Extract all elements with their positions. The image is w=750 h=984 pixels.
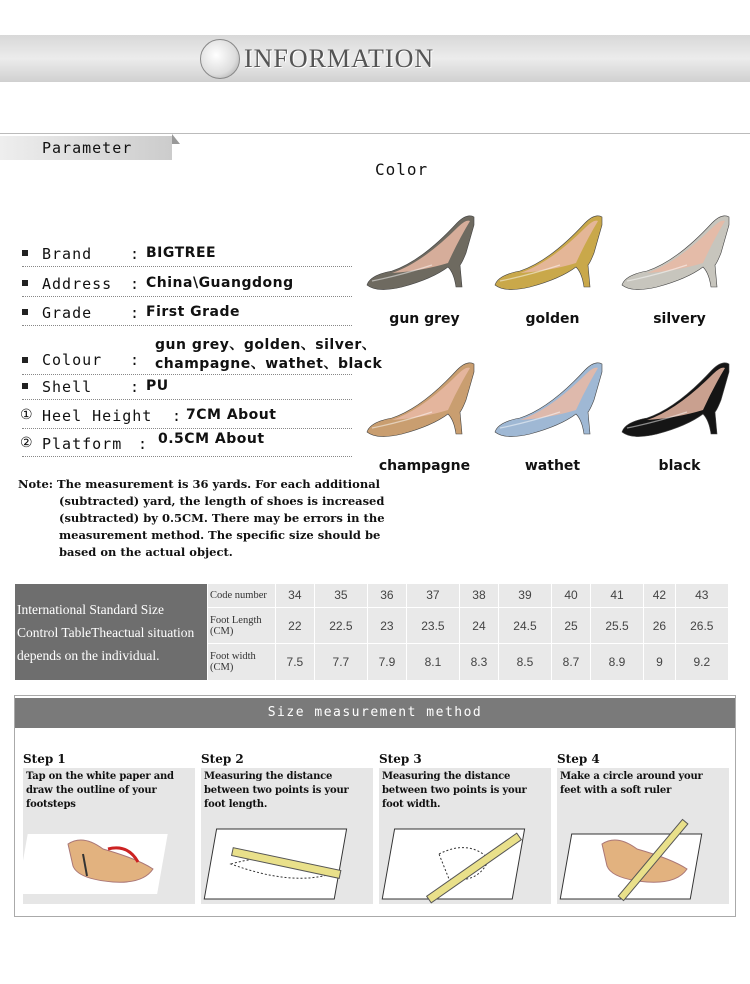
bullet-icon: [22, 250, 28, 256]
note-line: (subtracted) yard, the length of shoes is increased: [59, 494, 385, 508]
table-cell: 25.5: [590, 607, 643, 644]
parameter-label: Address: [42, 275, 113, 293]
color-label: wathet: [524, 458, 581, 474]
table-cell: 23: [368, 607, 407, 644]
colon: :: [130, 275, 140, 293]
foot-measure-illustration: [379, 804, 551, 904]
table-cell: 36: [368, 584, 407, 608]
measurement-title: Size measurement method: [15, 698, 735, 728]
color-label: champagne: [378, 458, 471, 474]
bullet-icon: [22, 309, 28, 315]
step-1: [23, 752, 195, 904]
table-cell: 41: [590, 584, 643, 608]
page-title: INFORMATION: [244, 44, 435, 73]
parameter-row: [22, 378, 352, 400]
table-cell: 24: [460, 607, 499, 644]
color-label: silvery: [653, 311, 706, 327]
parameter-tab: Parameter: [0, 136, 172, 160]
row-header: Foot Length (CM): [208, 607, 276, 644]
shoe-image-golden: [490, 205, 615, 295]
table-cell: 7.5: [276, 644, 315, 681]
colon: :: [130, 378, 140, 396]
table-cell: 26: [644, 607, 675, 644]
note-line: measurement method. The specific size should be: [59, 528, 381, 542]
parameter-value: PU: [146, 378, 169, 394]
foot-measure-illustration: [557, 804, 729, 904]
table-cell: 38: [460, 584, 499, 608]
parameter-value: 0.5CM About: [158, 431, 265, 447]
table-row: [15, 584, 729, 608]
note-line: (subtracted) by 0.5CM. There may be errors in the: [59, 511, 385, 525]
parameter-row: [22, 304, 352, 326]
divider: [0, 133, 750, 134]
step-title: Step 1: [23, 752, 66, 766]
table-cell: 22: [276, 607, 315, 644]
parameter-value: First Grade: [146, 304, 241, 320]
note-line: based on the actual object.: [59, 545, 233, 559]
table-cell: 9: [644, 644, 675, 681]
step-title: Step 3: [379, 752, 422, 766]
table-cell: 43: [675, 584, 728, 608]
shoe-image-silvery: [617, 205, 742, 295]
color-title: Color: [375, 160, 429, 179]
table-cell: 37: [406, 584, 459, 608]
table-cell: 8.3: [460, 644, 499, 681]
table-cell: 7.9: [368, 644, 407, 681]
colon: :: [138, 435, 148, 453]
table-cell: 9.2: [675, 644, 728, 681]
step-title: Step 4: [557, 752, 600, 766]
size-table: [14, 583, 729, 681]
color-label: golden: [525, 311, 580, 327]
step-number: ①: [20, 407, 33, 423]
parameter-value: BIGTREE: [146, 245, 217, 261]
parameter-row: [20, 431, 352, 457]
measurement-note: [18, 476, 408, 561]
table-cell: 35: [314, 584, 367, 608]
parameter-row: [22, 275, 352, 297]
step-2: [201, 752, 373, 904]
step-panel: [557, 768, 729, 904]
table-cell: 26.5: [675, 607, 728, 644]
note-line: Note: The measurement is 36 yards. For each additional: [18, 477, 381, 491]
step-panel: [23, 768, 195, 904]
table-cell: 39: [498, 584, 551, 608]
colon: :: [172, 407, 182, 425]
size-table-description: [15, 584, 208, 681]
shoe-image-black: [617, 352, 742, 442]
parameter-label: Shell: [42, 378, 93, 396]
parameter-value: 7CM About: [186, 407, 277, 423]
colon: :: [130, 245, 140, 263]
shoe-image-wathet: [490, 352, 615, 442]
foot-measure-illustration: [23, 804, 195, 904]
parameter-value: champagne、wathet、black: [155, 356, 383, 372]
color-label: gun grey: [389, 311, 460, 327]
parameter-label: Heel Height: [42, 407, 153, 425]
table-cell: 42: [644, 584, 675, 608]
parameter-label: Brand: [42, 245, 93, 263]
parameter-row: [22, 245, 352, 267]
size-measurement-method: [14, 695, 736, 917]
table-cell: 8.7: [552, 644, 591, 681]
table-cell: 7.7: [314, 644, 367, 681]
step-number: ②: [20, 435, 33, 451]
color-label: black: [658, 458, 701, 474]
table-cell: 8.1: [406, 644, 459, 681]
table-cell: 34: [276, 584, 315, 608]
step-instruction: Make a circle around your feet with a soft ruler: [560, 771, 703, 796]
table-cell: 25: [552, 607, 591, 644]
parameter-row: [22, 337, 383, 375]
parameter-label: Colour: [42, 351, 103, 369]
banner-circle-icon: [200, 39, 240, 79]
description-line: depends on the individual.: [17, 647, 160, 663]
description-line: Control TableTheactual situation: [17, 624, 195, 640]
step-instruction: Tap on the white paper and draw the outline of your footsteps: [26, 771, 174, 810]
parameter-value: China\Guangdong: [146, 275, 294, 291]
bullet-icon: [22, 280, 28, 286]
table-cell: 22.5: [314, 607, 367, 644]
table-cell: 23.5: [406, 607, 459, 644]
parameter-label: Grade: [42, 304, 93, 322]
parameter-row: [22, 407, 352, 429]
shoe-image-champagne: [362, 352, 487, 442]
step-instruction: Measuring the distance between two points is your foot length.: [204, 771, 349, 810]
shoe-image-gun-grey: [362, 205, 487, 295]
tab-notch: [172, 134, 180, 144]
row-header: Code number: [208, 584, 276, 608]
row-header: Foot width (CM): [208, 644, 276, 681]
colon: :: [130, 351, 140, 369]
step-title: Step 2: [201, 752, 244, 766]
parameter-label: Platform: [42, 435, 123, 453]
description-line: International Standard Size: [17, 601, 164, 617]
step-3: [379, 752, 551, 904]
step-instruction: Measuring the distance between two points is your foot width.: [382, 771, 527, 810]
foot-measure-illustration: [201, 804, 373, 904]
table-cell: 8.9: [590, 644, 643, 681]
step-4: [557, 752, 729, 904]
parameter-value: gun grey、golden、silver、: [155, 337, 377, 353]
step-panel: [379, 768, 551, 904]
table-cell: 24.5: [498, 607, 551, 644]
table-cell: 8.5: [498, 644, 551, 681]
step-panel: [201, 768, 373, 904]
table-cell: 40: [552, 584, 591, 608]
bullet-icon: [22, 383, 28, 389]
colon: :: [130, 304, 140, 322]
bullet-icon: [22, 357, 28, 363]
